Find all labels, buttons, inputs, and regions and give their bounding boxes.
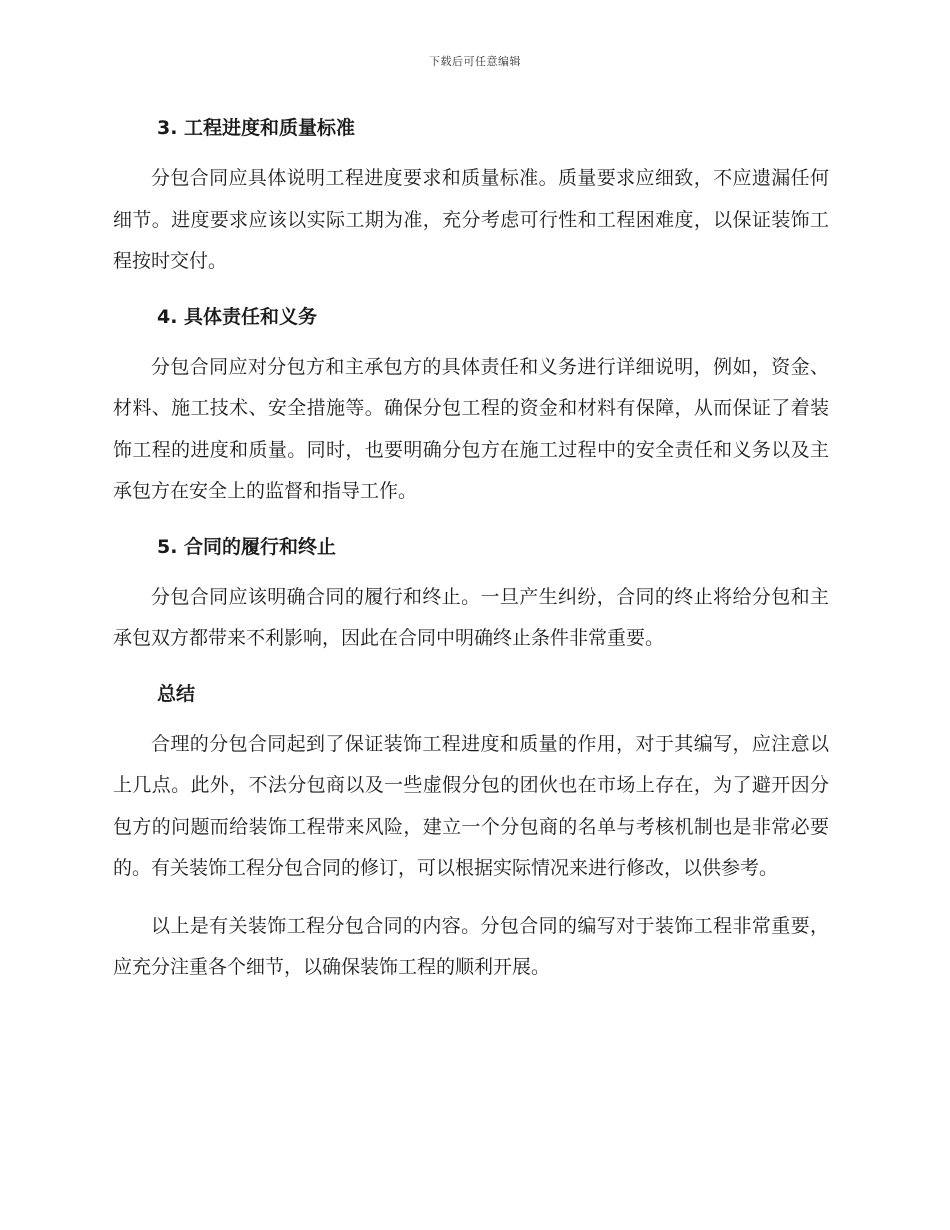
document-body	[113, 110, 829, 989]
section-paragraph: 合理的分包合同起到了保证装饰工程进度和质量的作用，对于其编写，应注意以上几点。此外，不法分包商以及一些虚假分包的团伙也在市场上存在，为了避开因分包方的问题而给装饰工程带来风险，建立一个分包商的名单与考核机制也是非常必要的。有关装饰工程分包合同的修订，可以根据实际情况来进行修改，以供参考。	[113, 732, 829, 879]
section-heading-summary: 总结	[157, 682, 196, 705]
section-heading-5: 5. 合同的履行和终止	[157, 535, 337, 558]
page-header: 下载后可任意编辑	[429, 55, 521, 68]
section-heading-4: 4. 具体责任和义务	[157, 305, 318, 328]
section-paragraph: 以上是有关装饰工程分包合同的内容。分包合同的编写对于装饰工程非常重要，应充分注重各个细节，以确保装饰工程的顺利开展。	[113, 914, 829, 978]
section-paragraph: 分包合同应该明确合同的履行和终止。一旦产生纠纷，合同的终止将给分包和主承包双方都带来不利影响，因此在合同中明确终止条件非常重要。	[113, 585, 829, 649]
section-heading-3: 3. 工程进度和质量标准	[157, 117, 356, 139]
section-paragraph: 分包合同应对分包方和主承包方的具体责任和义务进行详细说明，例如，资金、材料、施工技术、安全措施等。确保分包工程的资金和材料有保障，从而保证了着装饰工程的进度和质量。同时，也要明确分包方在施工过程中的安全责任和义务以及主承包方在安全上的监督和指导工作。	[113, 355, 829, 502]
section-paragraph: 分包合同应具体说明工程进度要求和质量标准。质量要求应细致，不应遗漏任何细节。进度要求应该以实际工期为准，充分考虑可行性和工程困难度，以保证装饰工程按时交付。	[113, 167, 829, 272]
